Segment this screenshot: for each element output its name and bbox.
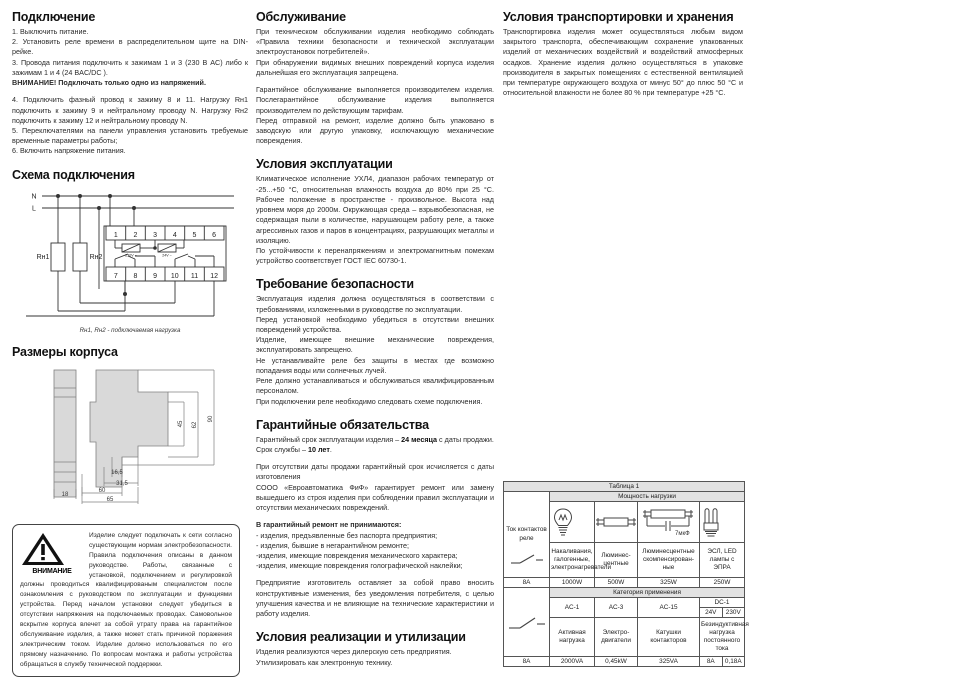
coil-label-230v: 230V ~: [125, 253, 137, 258]
transport-p1: Транспортировка изделия может осуществляться любым видом закрытого транспорта, обеспечивающим сохранение упакованных изделий от механических воздействий и воздействий атмосферных осадков. Хранение изделия должно осуществляться в упаковке производителя в закрытых помещениях с естественной вентиляцией при температуре окружающего воздуха от минус 50° до плюс 50 °С и относительной влажности не более 80 % при температуре +25 °С.: [503, 27, 743, 98]
table-title: Таблица 1: [504, 482, 745, 492]
warning-text: Изделие следует подключать к сети согласно существующим нормам электробезопасности. Правила подключения описаны в данном руководстве. Работы, связанные с установкой, подключением и регулировкой должны проводиться квалифицированым специалистом после ознакомления с руководством по эксплуатации и функциями устройства. Перед началом установки следует убедиться в отсутствии напряжения на подключаемых проводах. Самовольное вскрытие корпуса влечет за собой утрату права на гарантийное обслуживание изделия, а также может стать причиной поражения электрическим током. Изделие должно использоваться по его прямому назначению. По вопросам монтажа и работы устройства обращаться в службу технической поддержки.: [20, 532, 232, 668]
dc-voltage-24v: 24V: [700, 608, 722, 617]
disposal-p1: Изделия реализуются через дилерскую сеть предприятия.: [256, 647, 452, 657]
safety-p1: Эксплуатация изделия должна осуществляться в соответствии с требованиями, изложенными в руководстве по эксплуатации.: [256, 294, 494, 314]
category-ac15: AC-15: [638, 598, 700, 618]
terminal-4: 4: [172, 231, 177, 239]
dimensions-drawing-svg: [12, 362, 248, 507]
section-heading-connection: Подключение: [12, 10, 96, 24]
terminal-2: 2: [133, 231, 138, 239]
power-band-header: Мощность нагрузки: [550, 492, 745, 502]
category-value-1: 2000VA: [550, 657, 595, 667]
load-label-1: Rн1: [36, 253, 50, 261]
power-desc-2: Люминес-центные: [595, 543, 638, 578]
warranty-term-pre: Гарантийный срок эксплуатации изделия –: [256, 434, 402, 444]
warning-box: [12, 524, 240, 677]
middle-column: [256, 10, 494, 668]
dim-16-5: 16,5: [111, 469, 123, 476]
category-value-2: 0,45kW: [595, 657, 638, 667]
operating-p2: По устойчивости к перенапряжениям и электромагнитным помехам устройство соответствует ГОСТ IEC 60730-1.: [256, 245, 494, 266]
safety-p2: Перед установкой необходимо убедиться в отсутствии внешних повреждений устройства.: [256, 314, 494, 335]
terminal-12: 12: [210, 272, 218, 280]
cfl-led-lamp-icon: [700, 502, 745, 543]
service-p4: Перед отправкой на ремонт, изделие должно быть упаковано в заводскую или другую упаковку, исключающую механические повреждения.: [256, 115, 494, 146]
category-value-5: 0,18A: [724, 658, 742, 665]
scheme-caption: Rн1, Rн2 - подключаемая нагрузка: [79, 326, 181, 334]
power-desc-4: ЭСЛ, LED лампы с ЭПРА: [700, 543, 745, 578]
category-dc-values-group: [700, 657, 745, 667]
power-desc-1: Накаливания, галогенные, электронагреватели: [550, 543, 595, 578]
category-desc-2: Электро-двигатели: [595, 618, 638, 657]
table-row-category-values: [504, 657, 745, 667]
terminal-3: 3: [153, 231, 158, 239]
safety-p6: При подключении реле необходимо следовать схеме подключения.: [256, 396, 483, 406]
relay-contact-symbol-glyph: [505, 592, 549, 652]
compensated-fluorescent-glyph: [639, 507, 697, 537]
connection-attention-note: ВНИМАНИЕ! Подключать только одно из напряжений.: [12, 78, 206, 88]
category-band-header: Категория применения: [550, 588, 745, 598]
section-heading-warranty: Гарантийные обязательства: [256, 417, 429, 432]
section-heading-operating: Условия эксплуатации: [256, 157, 393, 172]
right-column: [503, 10, 743, 99]
power-desc-3: Люминесцентные скомпенсирован-ные: [638, 543, 700, 578]
terminal-9: 9: [153, 272, 158, 280]
coil-label-24v: 24V ~: [162, 253, 172, 258]
service-p1: При техническом обслуживании изделия необходимо соблюдать «Правила техники безопасности и технической эксплуатации электроустановок потребителей».: [256, 27, 494, 57]
category-value-3: 325VA: [638, 657, 700, 667]
warranty-p5: Предприятие изготовитель оставляет за собой право вносить конструктивные изменения, без уведомления потребителя, с целью улучшения качества и не влияющие на технические характеристики и работу изделия.: [256, 578, 494, 619]
dim-width-side: 18: [61, 491, 69, 498]
not-accepted-title: В гарантийный ремонт не принимаются:: [256, 520, 402, 530]
safety-p4: Не устанавливайте реле без защиты в местах где возможно попадания воды или солнечных лучей.: [256, 355, 494, 375]
section-heading-disposal: Условия реализации и утилизации: [256, 630, 466, 645]
terminal-8: 8: [133, 272, 138, 280]
terminal-11: 11: [190, 272, 199, 280]
category-dc1: DC-1: [700, 598, 745, 608]
dim-65: 65: [106, 496, 114, 503]
connection-step-6: 6. Включить напряжение питания.: [12, 146, 126, 156]
category-value-4: 8A: [700, 657, 722, 666]
not-accepted-item-1: - изделия, предъявленные без паспорта предприятия;: [256, 530, 438, 540]
dc-voltage-230v: 230V: [725, 609, 741, 616]
section-heading-service: Обслуживание: [256, 10, 346, 24]
connection-step-1: 1. Выключить питание.: [12, 27, 89, 36]
service-life: [256, 445, 494, 455]
table-row-title: [504, 482, 745, 492]
operating-p1: Климатическое исполнение УХЛ4, диапазон рабочих температур от -25...+50 °С, относительная влажность воздуха до 80% при 25 °С. Рабочее положение в пространстве - произвольное. Высота над уровнем моря до 2000м. Окружающая среда – взрывобезопасная, не содержащая пыли в количестве, нарушающем работу реле, а также агрессивных газов и паров в концентрациях, разрушающих металлы и изоляцию.: [256, 174, 494, 245]
warranty-term-value: 24 месяца: [401, 434, 438, 444]
compensated-fluorescent-icon: [638, 502, 700, 543]
dim-62: 62: [192, 421, 198, 428]
warranty-p3: При отсутствии даты продажи гарантийный срок исчисляется с даты изготовления: [256, 462, 494, 482]
fluorescent-tube-glyph: [596, 514, 636, 530]
warranty-p4: СОOО «Евроавтоматика ФиФ» гарантирует ремонт или замену вышедшего из строя изделия при соблюдении правил эксплуатации и отсутствии механических повреждений.: [256, 482, 494, 513]
rail-label-l: L: [32, 205, 36, 213]
category-desc-1: Активная нагрузка: [550, 618, 595, 657]
rail-label-n: N: [31, 193, 37, 201]
terminal-1: 1: [113, 231, 118, 239]
connection-step-4: 4. Подключить фазный провод к зажиму 8 и 11. Нагрузку Rн1 подключить к зажиму 9 и нейтральному проводу N. Нагрузку Rн2 подключить к зажиму 12 и нейтральному проводу N.: [12, 95, 248, 125]
warranty-term: [256, 435, 494, 445]
fluorescent-tube-icon: [595, 502, 638, 543]
safety-p3: Изделие, имеющее внешние механические повреждения, эксплуатировать запрещено.: [256, 335, 494, 355]
dim-90: 90: [208, 415, 214, 422]
terminal-5: 5: [192, 231, 197, 239]
spec-table: [503, 481, 749, 667]
not-accepted-item-3: -изделия, имеющие повреждения механического характера;: [256, 550, 458, 560]
table-row-category-band: [504, 588, 745, 598]
disposal-p2: Утилизировать как электронную технику.: [256, 657, 393, 667]
category-desc-3: Катушки контакторов: [638, 618, 700, 657]
wiring-diagram-svg: [12, 186, 248, 326]
section-heading-dimensions: Размеры корпуса: [12, 344, 118, 359]
category-ac1: AC-1: [550, 598, 595, 618]
dim-60: 60: [98, 487, 106, 494]
terminal-10: 10: [170, 272, 179, 280]
dim-31-5: 31,5: [116, 480, 128, 487]
power-value-2: 500W: [595, 578, 638, 588]
category-ac3: AC-3: [595, 598, 638, 618]
cfl-led-lamp-glyph: [701, 505, 721, 539]
spec-table-container: [503, 481, 749, 667]
category-desc-4: Безиндуктивная нагрузка постоянного тока: [700, 618, 745, 657]
table-row-power-band: [504, 492, 745, 502]
not-accepted-item-2: - изделия, бывшие в негарантийном ремонте;: [256, 540, 410, 550]
relay-contact-symbol-2: [504, 588, 550, 657]
left-column: [12, 10, 248, 507]
terminal-6: 6: [212, 231, 217, 239]
section-heading-safety: Требование безопасности: [256, 277, 414, 292]
dc-voltage-group: [700, 608, 745, 618]
not-accepted-item-4: -изделия, имеющие повреждения голографической наклейки;: [256, 561, 463, 571]
capacitor-value: 7мкФ: [675, 531, 690, 537]
terminal-7: 7: [113, 272, 118, 280]
service-p3: Гарантийное обслуживание выполняется производителем изделия. Послегарантийное обслуживание изделия выполняется производителем по действующим тарифам.: [256, 85, 494, 115]
load-label-2: Rн2: [89, 253, 103, 261]
section-heading-transport: Условия транспортировки и хранения: [503, 10, 734, 24]
category-current-value: 8A: [504, 657, 550, 667]
incandescent-lamp-icon: [550, 502, 595, 543]
incandescent-lamp-glyph: [551, 506, 575, 538]
warning-icon-column: [20, 531, 84, 575]
service-life-pre: Срок службы –: [256, 445, 308, 454]
power-value-1: 1000W: [550, 578, 595, 588]
power-value-4: 250W: [700, 578, 745, 588]
connection-step-5: 5. Переключателями на панели управления установить требуемые временные параметры работы;: [12, 125, 248, 146]
power-current-value: 8A: [504, 578, 550, 588]
dimensions-drawing: [12, 362, 248, 507]
service-life-post: .: [329, 445, 332, 454]
service-life-value: 10 лет: [307, 445, 330, 454]
section-heading-scheme: Схема подключения: [12, 167, 135, 182]
warranty-term-post: с даты продажи.: [437, 434, 494, 444]
warning-triangle-icon: [20, 531, 66, 567]
current-header: Ток контактов реле: [504, 492, 550, 578]
wiring-diagram: [12, 186, 248, 334]
table-row-power-values: [504, 578, 745, 588]
connection-step-2: 2. Установить реле времени в распределительном щите на DIN-рейке.: [12, 37, 248, 57]
warning-label: ВНИМАНИЕ: [32, 568, 72, 575]
service-p2: При обнаружении видимых внешних повреждений корпуса изделия дальнейшая его эксплуатация запрещена.: [256, 57, 494, 77]
connection-step-3: 3. Провода питания подключить к зажимам 1 и 3 (230 В AC) либо к зажимам 1 и 4 (24 ВAC/DC ).: [12, 57, 248, 77]
power-value-3: 325W: [638, 578, 700, 588]
safety-p5: Реле должно устанавливаться и обслуживаться квалифицированным персоналом.: [256, 376, 494, 396]
dim-45: 45: [178, 420, 184, 427]
